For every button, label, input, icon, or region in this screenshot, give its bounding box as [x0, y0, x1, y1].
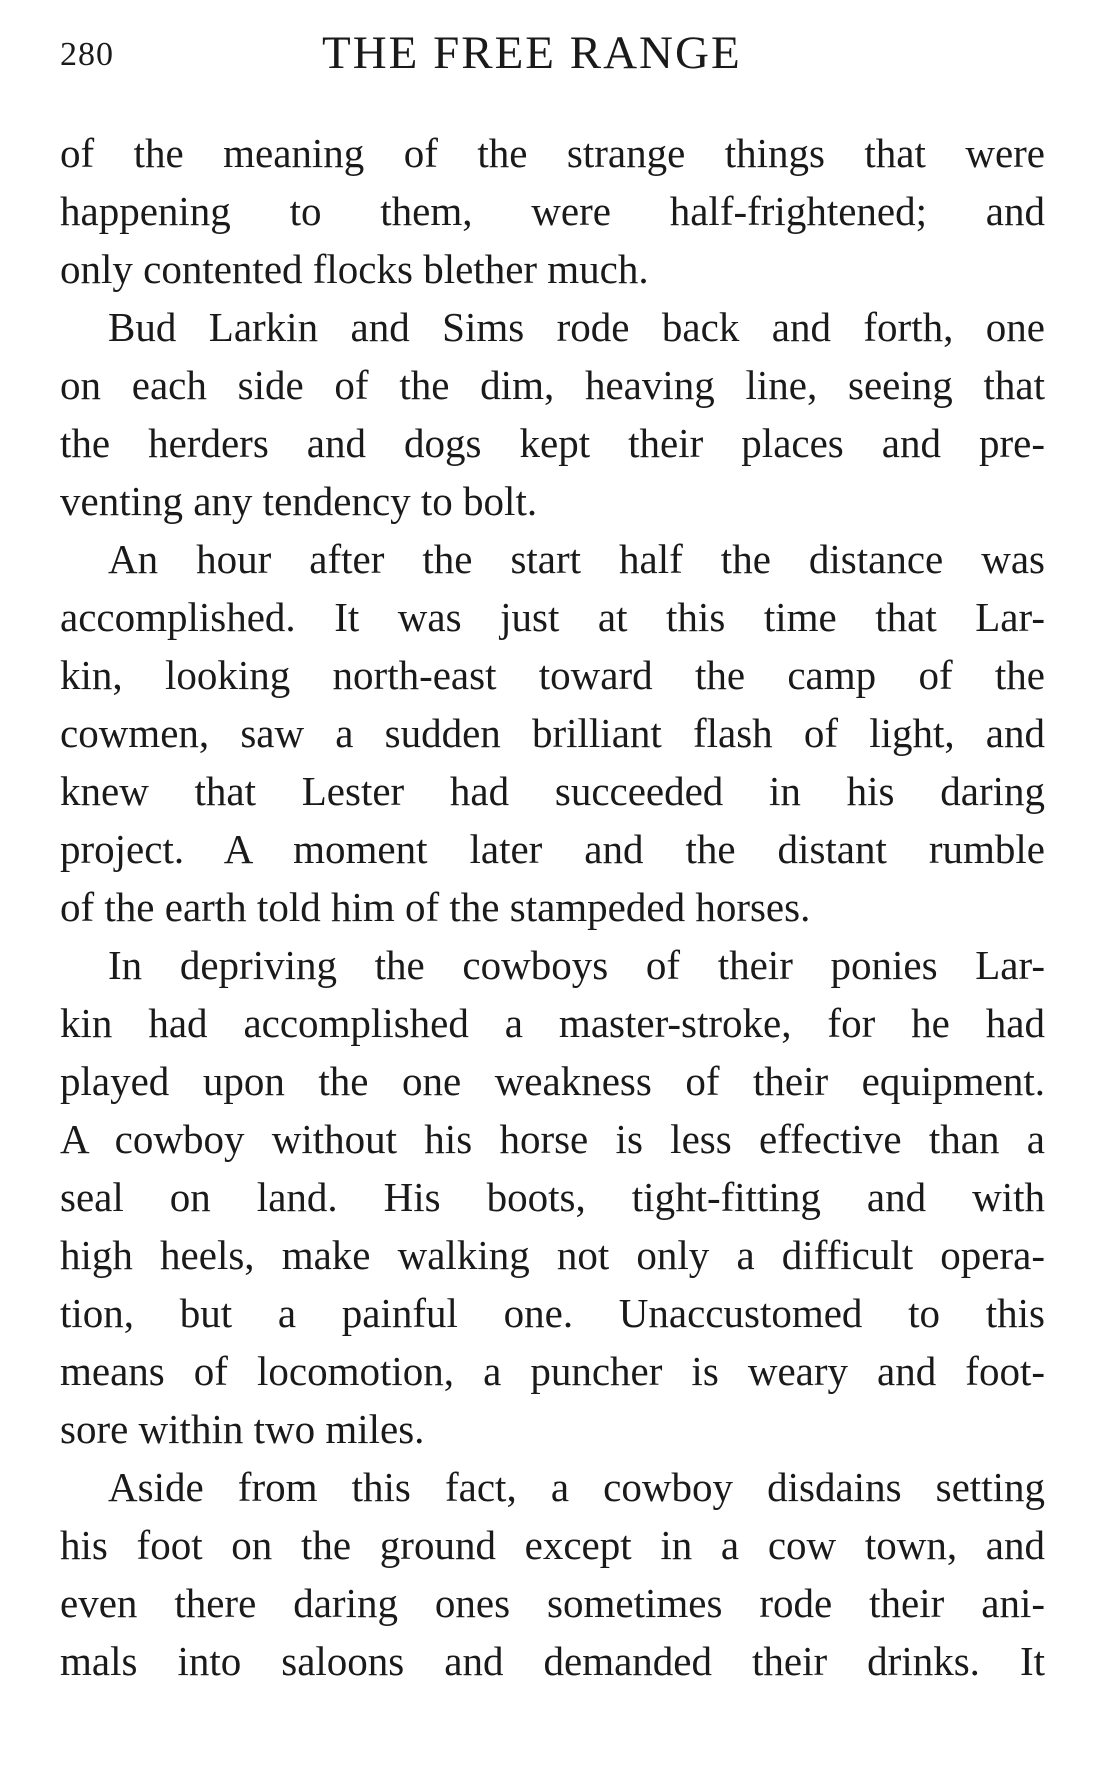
- running-title: THE FREE RANGE: [322, 27, 742, 79]
- text-line: on each side of the dim, heaving line, seeing that: [60, 362, 1045, 408]
- paragraph-start-line: An hour after the start half the distance was: [108, 536, 1045, 582]
- body-text: [60, 124, 1045, 1690]
- text-line: A cowboy without his horse is less effective than a: [60, 1116, 1045, 1162]
- text-line: venting any tendency to bolt.: [60, 478, 538, 524]
- text-line: means of locomotion, a puncher is weary and foot-: [60, 1348, 1045, 1394]
- text-line: the herders and dogs kept their places and pre-: [60, 420, 1045, 466]
- page-number: 280: [60, 36, 114, 73]
- text-line: even there daring ones sometimes rode their ani-: [60, 1580, 1045, 1626]
- text-line: project. A moment later and the distant rumble: [60, 826, 1045, 872]
- text-line: seal on land. His boots, tight-fitting and with: [60, 1174, 1045, 1220]
- text-line: of the earth told him of the stampeded horses.: [60, 884, 811, 930]
- text-line: mals into saloons and demanded their drinks. It: [60, 1638, 1045, 1684]
- paragraph-start-line: In depriving the cowboys of their ponies Lar-: [108, 942, 1045, 988]
- text-line: kin, looking north-east toward the camp of the: [60, 652, 1045, 698]
- text-line: played upon the one weakness of their equipment.: [60, 1058, 1045, 1104]
- paragraph-start-line: Bud Larkin and Sims rode back and forth, one: [108, 304, 1045, 350]
- paragraph-start-line: Aside from this fact, a cowboy disdains setting: [108, 1464, 1045, 1510]
- text-line: sore within two miles.: [60, 1406, 425, 1452]
- text-line: cowmen, saw a sudden brilliant flash of light, and: [60, 710, 1045, 756]
- text-line: kin had accomplished a master-stroke, for he had: [60, 1000, 1045, 1046]
- text-line: happening to them, were half-frightened; and: [60, 188, 1045, 234]
- text-line: accomplished. It was just at this time that Lar-: [60, 594, 1045, 640]
- text-line: his foot on the ground except in a cow town, and: [60, 1522, 1045, 1568]
- text-line: knew that Lester had succeeded in his daring: [60, 768, 1045, 814]
- text-line: only contented flocks blether much.: [60, 246, 649, 292]
- text-line: tion, but a painful one. Unaccustomed to this: [60, 1290, 1045, 1336]
- text-line: of the meaning of the strange things that were: [60, 130, 1045, 176]
- text-line: high heels, make walking not only a difficult opera-: [60, 1232, 1045, 1278]
- page-header: [60, 26, 1050, 86]
